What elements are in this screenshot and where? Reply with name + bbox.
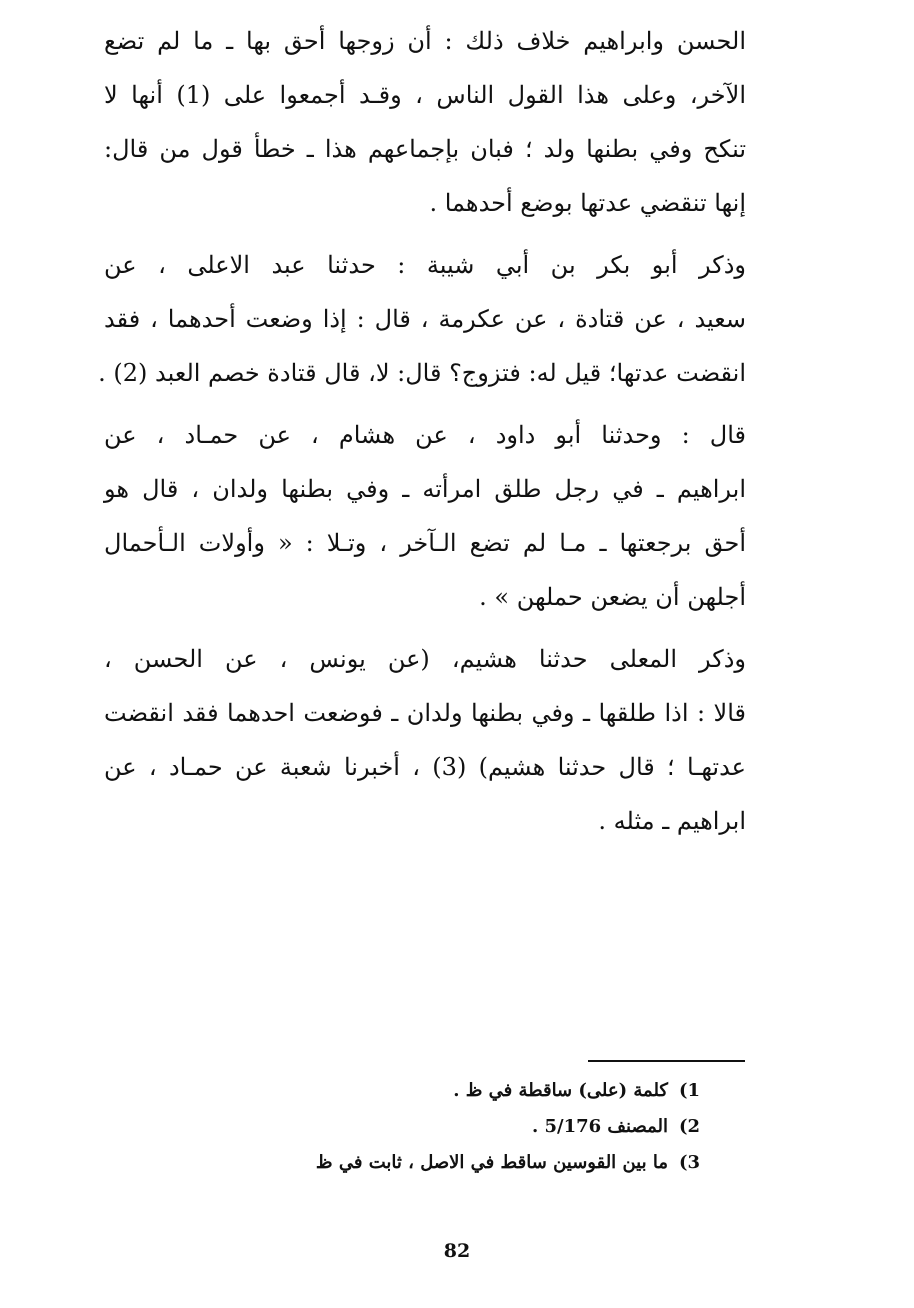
paragraph-4 <box>104 632 746 848</box>
page-number: 82 <box>443 1240 471 1262</box>
text-line: وذكر أبو بكر بن أبي شيبة : حدثنا عبد الاعلى ، عن <box>104 251 746 279</box>
footnote-2 <box>260 1108 700 1144</box>
text-line: إنها تنقضي عدتها بوضع أحدهما . <box>429 189 746 217</box>
footnote-number: 1) <box>678 1079 700 1101</box>
paragraph-gap <box>104 400 746 408</box>
text-line: قال : وحدثنا أبو داود ، عن هشام ، عن حمـاد ، عن <box>104 421 746 449</box>
text-line: قالا : اذا طلقها ـ وفي بطنها ولدان ـ فوضعت احدهما فقد انقضت <box>104 699 746 727</box>
footnote-text: كلمة (على) ساقطة في ظ . <box>453 1079 668 1101</box>
paragraph-2 <box>98 238 746 400</box>
text-line: انقضت عدتها؛ قيل له: فتزوج؟ قال: لا، قال قتادة خصم العبد (2) . <box>98 359 746 387</box>
text-line: ابراهيم ـ في رجل طلق امرأته ـ وفي بطنها ولدان ، قال هو <box>104 475 746 503</box>
text-line: أحق برجعتها ـ مـا لم تضع الـآخر ، وتـلا : « وأولات الـأحمال <box>104 529 746 557</box>
footnote-text: ما بين القوسين ساقط في الاصل ، ثابت في ظ <box>315 1151 668 1173</box>
paragraph-gap <box>104 230 746 238</box>
paragraph-3 <box>104 408 746 624</box>
footnote-number: 3) <box>678 1151 700 1173</box>
footnote-separator <box>588 1060 745 1062</box>
footnote-text: المصنف 5/176 . <box>531 1115 668 1137</box>
main-text <box>98 14 746 848</box>
paragraph-gap <box>104 624 746 632</box>
footnote-1 <box>260 1072 700 1108</box>
text-line: تنكح وفي بطنها ولد ؛ فبان بإجماعهم هذا ـ خطأ قول من قال: <box>104 135 746 163</box>
text-line: الآخر، وعلى هذا القول الناس ، وقـد أجمعوا على (1) أنها لا <box>104 81 746 109</box>
paragraph-1 <box>104 14 746 230</box>
text-line: أجلهن أن يضعن حملهن » . <box>479 583 746 611</box>
footnote-number: 2) <box>678 1115 700 1137</box>
text-line: الحسن وابراهيم خلاف ذلك : أن زوجها أحق بها ـ ما لم تضع <box>104 27 746 55</box>
footnote-3 <box>260 1144 700 1180</box>
text-line: سعيد ، عن قتادة ، عن عكرمة ، قال : إذا وضعت أحدهما ، فقد <box>104 305 746 333</box>
footnotes <box>260 1072 700 1180</box>
text-line: ابراهيم ـ مثله . <box>598 807 746 835</box>
text-line: وذكر المعلى حدثنا هشيم، (عن يونس ، عن الحسن ، <box>104 645 746 673</box>
text-line: عدتهـا ؛ قال حدثنا هشيم) (3) ، أخبرنا شعبة عن حمـاد ، عن <box>104 753 746 781</box>
